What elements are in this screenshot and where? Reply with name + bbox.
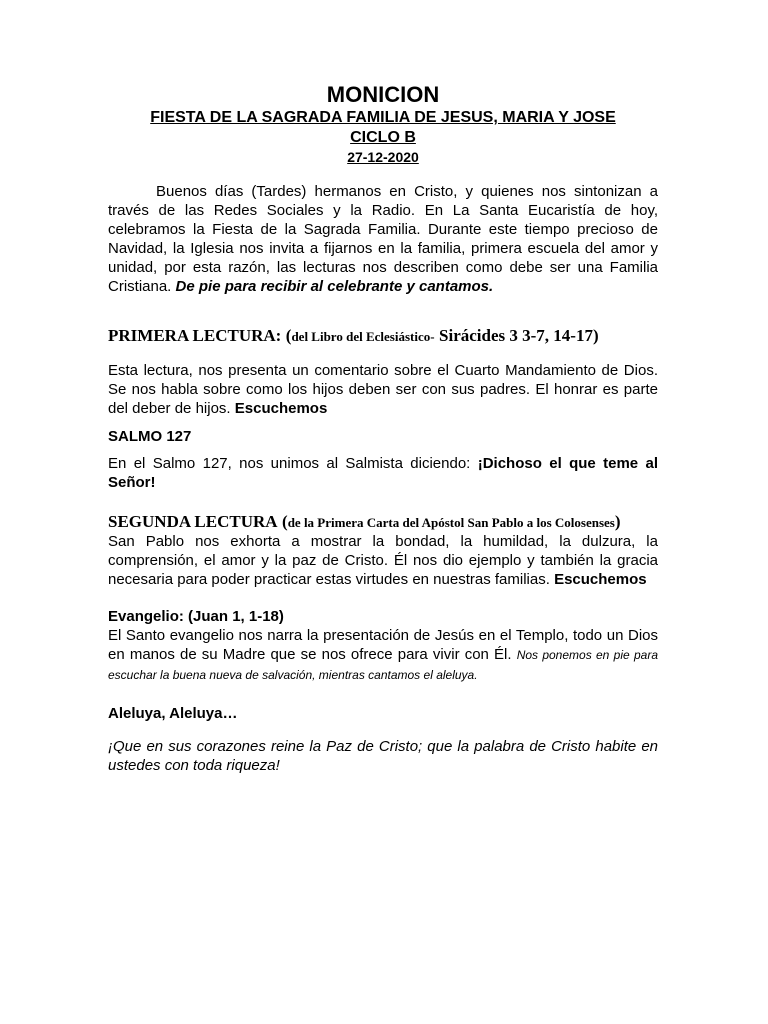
primera-heading — [108, 324, 658, 349]
primera-cta: Escuchemos — [234, 400, 328, 417]
segunda-close-paren: ) — [614, 512, 621, 531]
aleluya-heading: Aleluya, Aleluya… — [108, 705, 238, 722]
primera-text: Esta lectura, nos presenta un comentario sobre el Cuarto Mandamiento de Dios. Se nos habla sobre como los hijos deben ser con sus padres. El honrar es parte del deber de hijos. — [108, 362, 658, 417]
salmo-paragraph — [108, 454, 658, 492]
evangelio-paragraph — [108, 626, 658, 685]
segunda-source: de la Primera Carta del Apóstol San Pablo a los Colosenses — [287, 515, 615, 530]
salmo-text: En el Salmo 127, nos unimos al Salmista diciendo: — [108, 455, 471, 472]
segunda-heading — [108, 512, 658, 532]
primera-source: del Libro del Eclesiástico- — [291, 329, 435, 344]
salmo-response: ¡Dichoso el que teme al Señor! — [108, 455, 658, 491]
cycle-label: CICLO B — [350, 129, 416, 146]
primera-open-paren: ( — [285, 326, 292, 345]
evangelio-instruction: Nos ponemos en pie para escuchar la buena nueva de salvación, mientras cantamos el aleluya. — [108, 648, 658, 682]
aleluya-verse: ¡Que en sus corazones reine la Paz de Cristo; que la palabra de Cristo habite en ustedes con toda riqueza! — [108, 738, 658, 774]
intro-emphasis: De pie para recibir al celebrante y cantamos. — [175, 278, 494, 295]
primera-title: PRIMERA LECTURA: — [108, 326, 282, 345]
segunda-cta: Escuchemos — [554, 571, 647, 588]
salmo-heading: SALMO 127 — [108, 428, 192, 445]
evangelio-text: El Santo evangelio nos narra la presentación de Jesús en el Templo, todo un Dios en manos de su Madre que se nos ofrece para vivir con Él. — [108, 627, 658, 663]
document-page — [108, 82, 658, 775]
segunda-text: San Pablo nos exhorta a mostrar la bondad, la humildad, la dulzura, la comprensión, el amor y la paz de Cristo. Él nos dio ejemplo y también la gracia necesaria para poder practicar estas virtudes en nuestras familias. — [108, 533, 658, 588]
segunda-open-paren: ( — [282, 512, 288, 531]
intro-paragraph — [108, 182, 658, 296]
primera-paragraph — [108, 361, 658, 418]
primera-reference: Sirácides 3 3-7, 14-17) — [439, 326, 599, 345]
page-title: MONICION — [326, 82, 440, 107]
feast-title: FIESTA DE LA SAGRADA FAMILIA DE JESUS, MARIA Y JOSE — [150, 109, 616, 126]
intro-text: Buenos días (Tardes) hermanos en Cristo, y quienes nos sintonizan a través de las Redes Sociales y la Radio. En La Santa Eucaristía de hoy, celebramos la Fiesta de la Sagrada Familia. Durante este tiempo precioso de Navidad, la Iglesia nos invita a fijarnos en la familia, primera escuela del amor y unidad, por esta razón, las lecturas nos describen como debe ser una Familia Cristiana. — [108, 183, 658, 295]
evangelio-heading: Evangelio: (Juan 1, 1-18) — [108, 608, 284, 625]
segunda-title: SEGUNDA LECTURA — [108, 512, 278, 531]
segunda-paragraph — [108, 532, 658, 589]
date-label: 27-12-2020 — [347, 149, 419, 165]
